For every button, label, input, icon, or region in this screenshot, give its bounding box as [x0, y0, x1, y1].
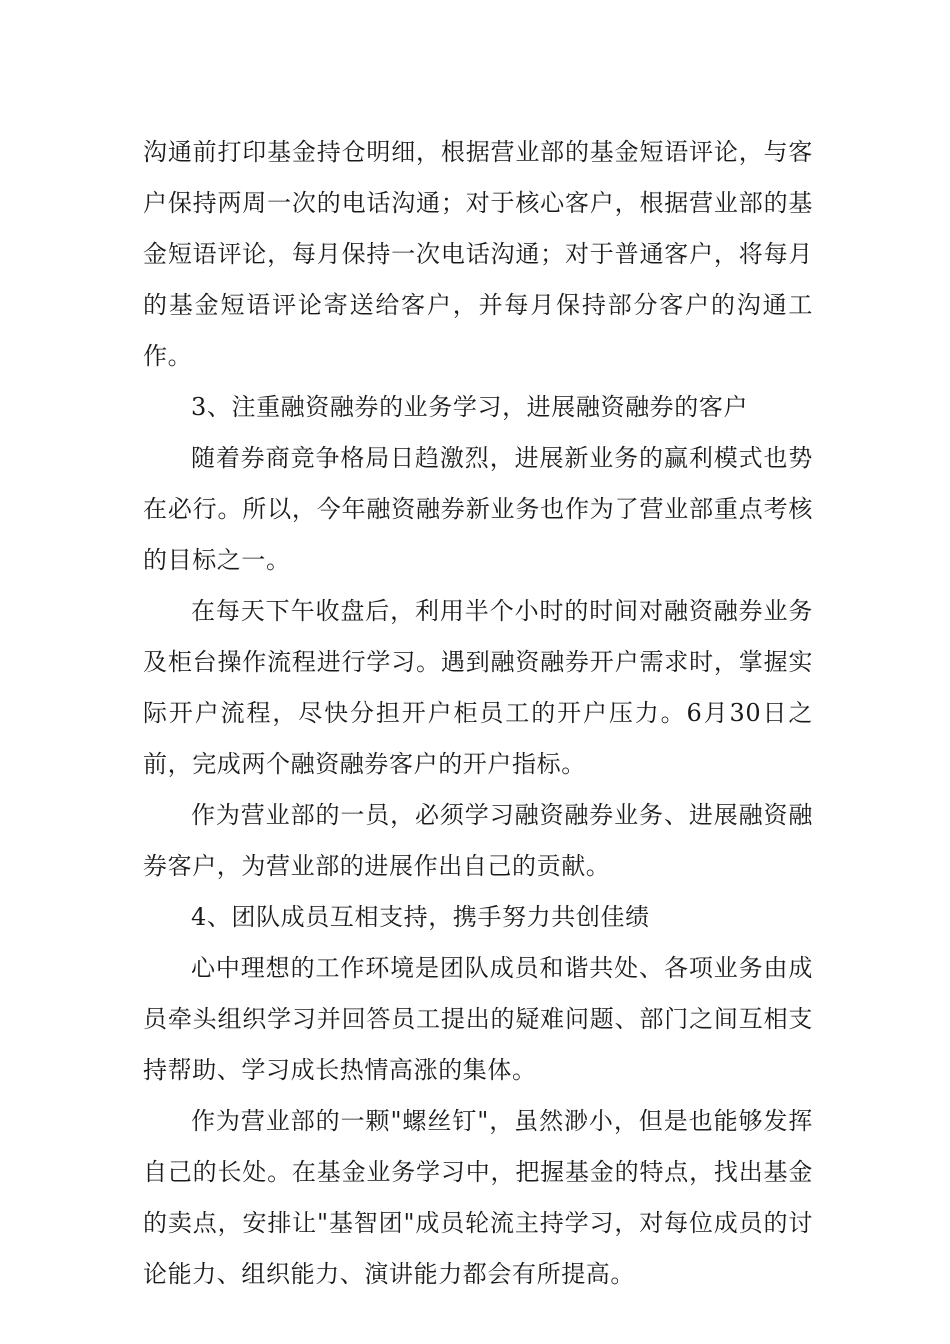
section-heading-3: 3、注重融资融券的业务学习，进展融资融券的客户: [191, 393, 749, 421]
section-heading-4: 4、团队成员互相支持，携手努力共创佳绩: [191, 903, 650, 931]
paragraph: 随着券商竞争格局日趋激烈，进展新业务的赢利模式也势在必行。所以，今年融资融券新业务也作为了营业部重点考核的目标之一。: [143, 444, 813, 574]
paragraph: 作为营业部的一颗"螺丝钉"，虽然渺小，但是也能够发挥自己的长处。在基金业务学习中，把握基金的特点，找出基金的卖点，安排让"基智团"成员轮流主持学习，对每位成员的讨论能力、组织能力、演讲能力都会有所提高。: [143, 1107, 813, 1288]
paragraph: 作为营业部的一员，必须学习融资融券业务、进展融资融券客户，为营业部的进展作出自己的贡献。: [143, 801, 813, 880]
paragraph-continued: 沟通前打印基金持仓明细，根据营业部的基金短语评论，与客户保持两周一次的电话沟通；对于核心客户，根据营业部的基金短语评论，每月保持一次电话沟通；对于普通客户，将每月的基金短语评论寄送给客户，并每月保持部分客户的沟通工作。: [143, 138, 813, 370]
paragraph: 心中理想的工作环境是团队成员和谐共处、各项业务由成员牵头组织学习并回答员工提出的疑难问题、部门之间互相支持帮助、学习成长热情高涨的集体。: [143, 954, 813, 1084]
paragraph: 在每天下午收盘后，利用半个小时的时间对融资融券业务及柜台操作流程进行学习。遇到融资融券开户需求时，掌握实际开户流程，尽快分担开户柜员工的开户压力。6月30日之前，完成两个融资融券客户的开户指标。: [143, 597, 813, 778]
document-body: [143, 127, 813, 1300]
